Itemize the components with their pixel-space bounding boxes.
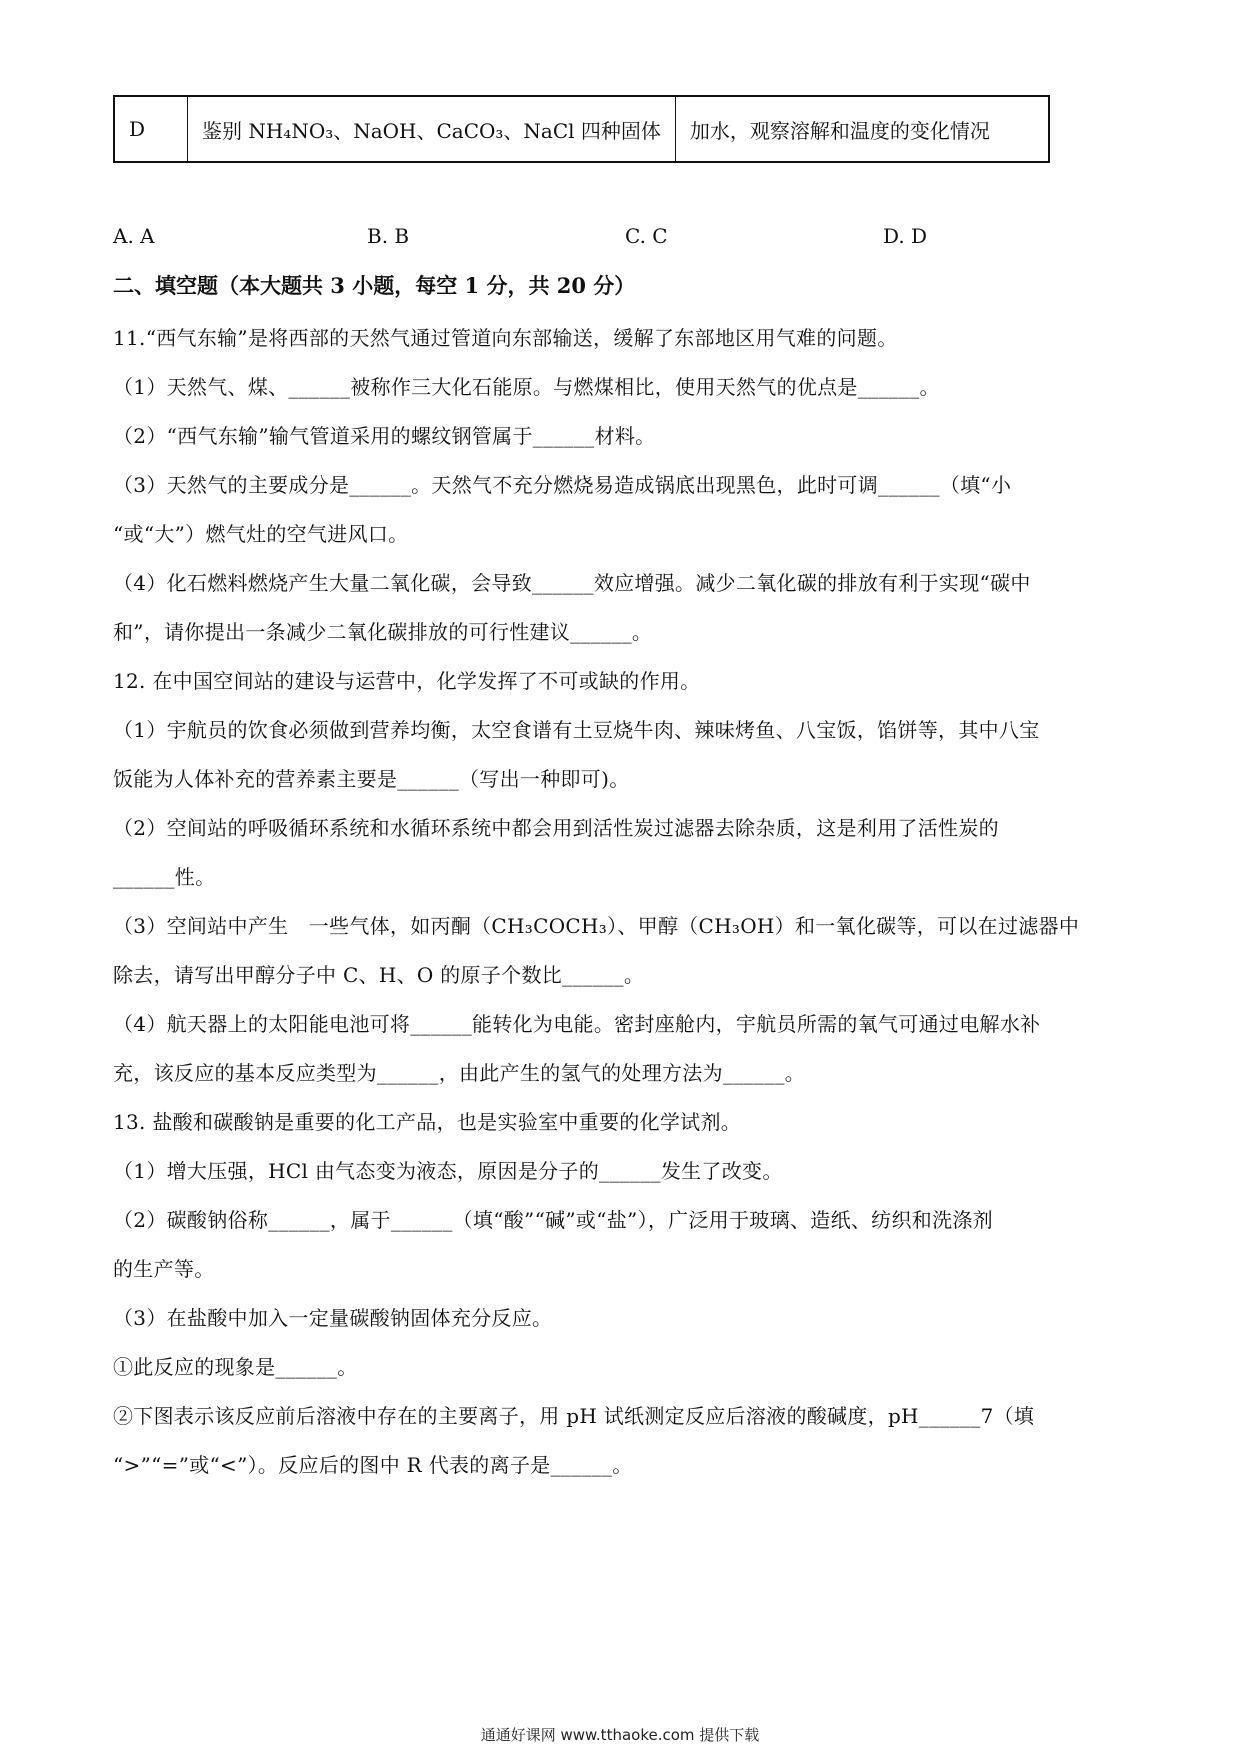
question-12-part-1-cont: 饭能为人体补充的营养素主要是______（写出一种即可)。	[113, 767, 630, 791]
option-method-cell: 加水，观察溶解和温度的变化情况	[675, 96, 1049, 162]
question-11-part-1: （1）天然气、煤、______被称作三大化石能原。与燃煤相比，使用天然气的优点是______。	[113, 375, 940, 399]
question-13-part-3-b: ②下图表示该反应前后溶液中存在的主要离子，用 pH 试纸测定反应后溶液的酸碱度，pH______7（填	[113, 1404, 1035, 1428]
question-13-part-1: （1）增大压强，HCl 由气态变为液态，原因是分子的______发生了改变。	[113, 1159, 783, 1183]
question-12-part-2-cont: ______性。	[113, 865, 216, 889]
question-12-part-4: （4）航天器上的太阳能电池可将______能转化为电能。密封座舱内，宇航员所需的氧气可通过电解水补	[113, 1012, 1041, 1036]
question-11-part-3-cont: “或“大”）燃气灶的空气进风口。	[113, 522, 409, 546]
table-row	[114, 96, 1049, 162]
question-13-part-3-a: ①此反应的现象是______。	[113, 1355, 358, 1379]
choice-b: B. B	[367, 224, 410, 248]
question-13-part-3: （3）在盐酸中加入一定量碳酸钠固体充分反应。	[113, 1306, 553, 1330]
question-13-stem: 13. 盐酸和碳酸钠是重要的化工产品，也是实验室中重要的化学试剂。	[113, 1110, 742, 1134]
footer-watermark: 通通好课网 www.tthaoke.com 提供下载	[480, 1726, 760, 1744]
choice-a: A. A	[113, 224, 155, 248]
question-11-part-2: （2）“西气东输”输气管道采用的螺纹钢管属于______材料。	[113, 424, 656, 448]
question-12-stem: 12. 在中国空间站的建设与运营中，化学发挥了不可或缺的作用。	[113, 669, 701, 693]
answer-choices	[113, 224, 1013, 254]
question-12-part-3: （3）空间站中产生 一些气体，如丙酮（CH₃COCH₃）、甲醇（CH₃OH）和一氧化碳等，可以在过滤器中	[113, 914, 1080, 938]
question-13-part-2: （2）碳酸钠俗称______，属于______（填“酸”“碱”或“盐”），广泛用于玻璃、造纸、纺织和洗涤剂	[113, 1208, 993, 1232]
choice-d: D. D	[883, 224, 928, 248]
option-table	[113, 95, 1050, 163]
question-13-part-3-b-cont: “>”“=”或“<”）。反应后的图中 R 代表的离子是______。	[113, 1453, 633, 1477]
question-12-part-1: （1）宇航员的饮食必须做到营养均衡，太空食谱有土豆烧牛肉、辣味烤鱼、八宝饭，馅饼等，其中八宝	[113, 718, 1040, 742]
question-13-part-2-cont: 的生产等。	[113, 1257, 215, 1281]
question-12-part-4-cont: 充，该反应的基本反应类型为______，由此产生的氢气的处理方法为______。	[113, 1061, 805, 1085]
option-label-cell: D	[114, 96, 188, 162]
question-11-part-4: （4）化石燃料燃烧产生大量二氧化碳，会导致______效应增强。减少二氧化碳的排放有利于实现“碳中	[113, 571, 1031, 595]
question-11-part-3: （3）天然气的主要成分是______。天然气不充分燃烧易造成锅底出现黑色，此时可调______（填“小	[113, 473, 1012, 497]
option-task-cell: 鉴别 NH₄NO₃、NaOH、CaCO₃、NaCl 四种固体	[188, 96, 676, 162]
section-title: 二、填空题（本大题共 3 小题，每空 1 分，共 20 分）	[113, 273, 636, 298]
question-11-stem: 11.“西气东输”是将西部的天然气通过管道向东部输送，缓解了东部地区用气难的问题。	[113, 326, 898, 350]
choice-c: C. C	[625, 224, 668, 248]
question-12-part-2: （2）空间站的呼吸循环系统和水循环系统中都会用到活性炭过滤器去除杂质，这是利用了活性炭的	[113, 816, 999, 840]
question-12-part-3-cont: 除去，请写出甲醇分子中 C、H、O 的原子个数比______。	[113, 963, 645, 987]
question-11-part-4-cont: 和”，请你提出一条减少二氧化碳排放的可行性建议______。	[113, 620, 653, 644]
